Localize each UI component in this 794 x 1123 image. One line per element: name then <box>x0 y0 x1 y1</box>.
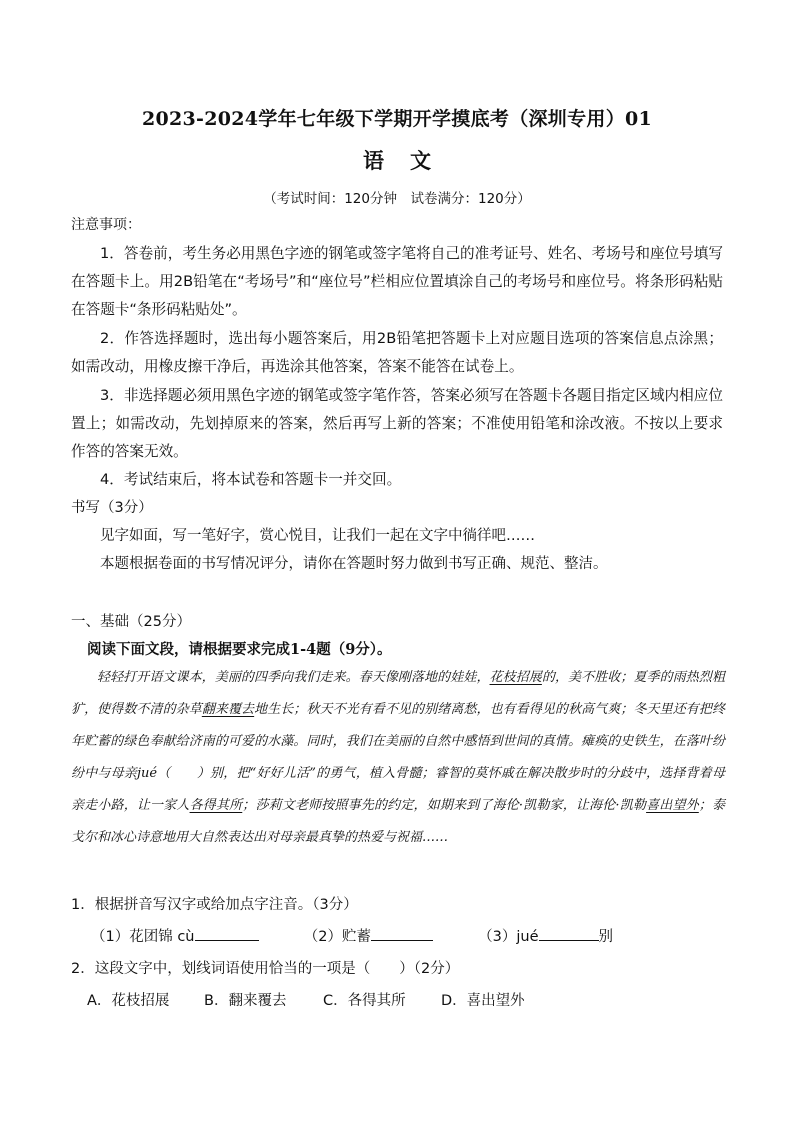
q2-option-b[interactable]: B．翻来覆去 <box>204 993 287 1009</box>
question-2-stem: 2．这段文字中，划线词语使用恰当的一项是（ ）（2分） <box>71 961 460 977</box>
writing-label: 书写（3分） <box>71 500 153 516</box>
passage-text: 地生长；秋天不光有看不见的别绪离愁，也有看得见的秋高气爽；冬天里还有把终年贮蓄的绿色奉献给济南的可爱的水藻。同时，我们在美丽的自然中感悟到世间的真情。瘫痪的史铁生，在落叶纷纷中与母亲jué（ ）别，把“好好儿活”的勇气，植入骨髓；睿智的莫怀戚在解决散步时的分歧中，选择背着母亲走小路，让一家人 <box>71 702 725 813</box>
q1-item-b: （2）贮蓄 <box>303 929 371 945</box>
passage-text: ；莎莉文老师按照事先的约定，如期来到了海伦·凯勒家，让海伦·凯勒 <box>242 798 647 813</box>
q1-item-a: （1）花团锦 cù <box>91 929 195 945</box>
notice-item-1: 1．答卷前，考生务必用黑色字迹的钢笔或签字笔将自己的准考证号、姓名、考场号和座位号填写在答题卡上。用2B铅笔在“考场号”和“座位号”栏相应位置填涂自己的考场号和座位号。将条形码粘贴在答题卡“条形码粘贴处”。 <box>71 245 723 319</box>
q2-option-a[interactable]: A．花枝招展 <box>87 993 170 1009</box>
passage-text: ；泰戈尔和冰心诗意地用大自然表达出对母亲最真挚的热爱与祝福…… <box>71 798 725 845</box>
q1-item-c-tail: 别 <box>598 929 614 945</box>
question-1-stem: 1．根据拼音写汉字或给加点字注音。（3分） <box>71 897 358 913</box>
notice-item-2: 2．作答选择题时，选出每小题答案后，用2B铅笔把答题卡上对应题目选项的答案信息点涂黑；如需改动，用橡皮擦干净后，再选涂其他答案，答案不能答在试卷上。 <box>71 330 723 376</box>
notice-label: 注意事项： <box>71 217 141 233</box>
question-1-items <box>91 925 613 946</box>
writing-line-2: 本题根据卷面的书写情况评分，请你在答题时努力做到书写正确、规范、整洁。 <box>100 556 608 572</box>
q2-option-d[interactable]: D．喜出望外 <box>441 993 525 1009</box>
exam-time-info: （考试时间：120分钟 试卷满分：120分） <box>263 191 531 207</box>
page-title: 2023-2024学年七年级下学期开学摸底考（深圳专用）01 <box>141 108 653 130</box>
passage-text: 的，美不胜收；夏季的雨热烈粗犷，使得数不清的杂草 <box>71 670 725 717</box>
underlined-term: 花枝招展 <box>489 670 542 685</box>
passage-text: 轻轻打开语文课本，美丽的四季向我们走来。春天像刚落地的娃娃， <box>97 670 490 685</box>
notice-item-3: 3．非选择题必须用黑色字迹的钢笔或签字笔作答，答案必须写在答题卡各题目指定区域内相应位置上；如需改动，先划掉原来的答案，然后再写上新的答案；不准使用铅笔和涂改液。不按以上要求作答的答案无效。 <box>71 387 723 461</box>
writing-line-1: 见字如面，写一笔好字，赏心悦目，让我们一起在文字中徜徉吧…… <box>100 528 535 544</box>
q1-item-c: （3）jué <box>478 929 539 945</box>
notice-item-4: 4．考试结束后，将本试卷和答题卡一并交回。 <box>100 471 402 488</box>
answer-blank[interactable] <box>539 926 599 941</box>
underlined-term: 喜出望外 <box>646 798 699 813</box>
answer-blank[interactable] <box>195 926 259 941</box>
underlined-term: 各得其所 <box>189 798 243 813</box>
underlined-term: 翻来覆去 <box>201 702 255 717</box>
q2-option-c[interactable]: C．各得其所 <box>323 993 406 1009</box>
reading-passage <box>71 662 725 854</box>
section-heading: 一、基础（25分） <box>71 614 191 630</box>
reading-instruction: 阅读下面文段，请根据要求完成1-4题（9分）。 <box>87 641 392 658</box>
subject-title: 语文 <box>363 148 457 173</box>
answer-blank[interactable] <box>371 926 433 941</box>
